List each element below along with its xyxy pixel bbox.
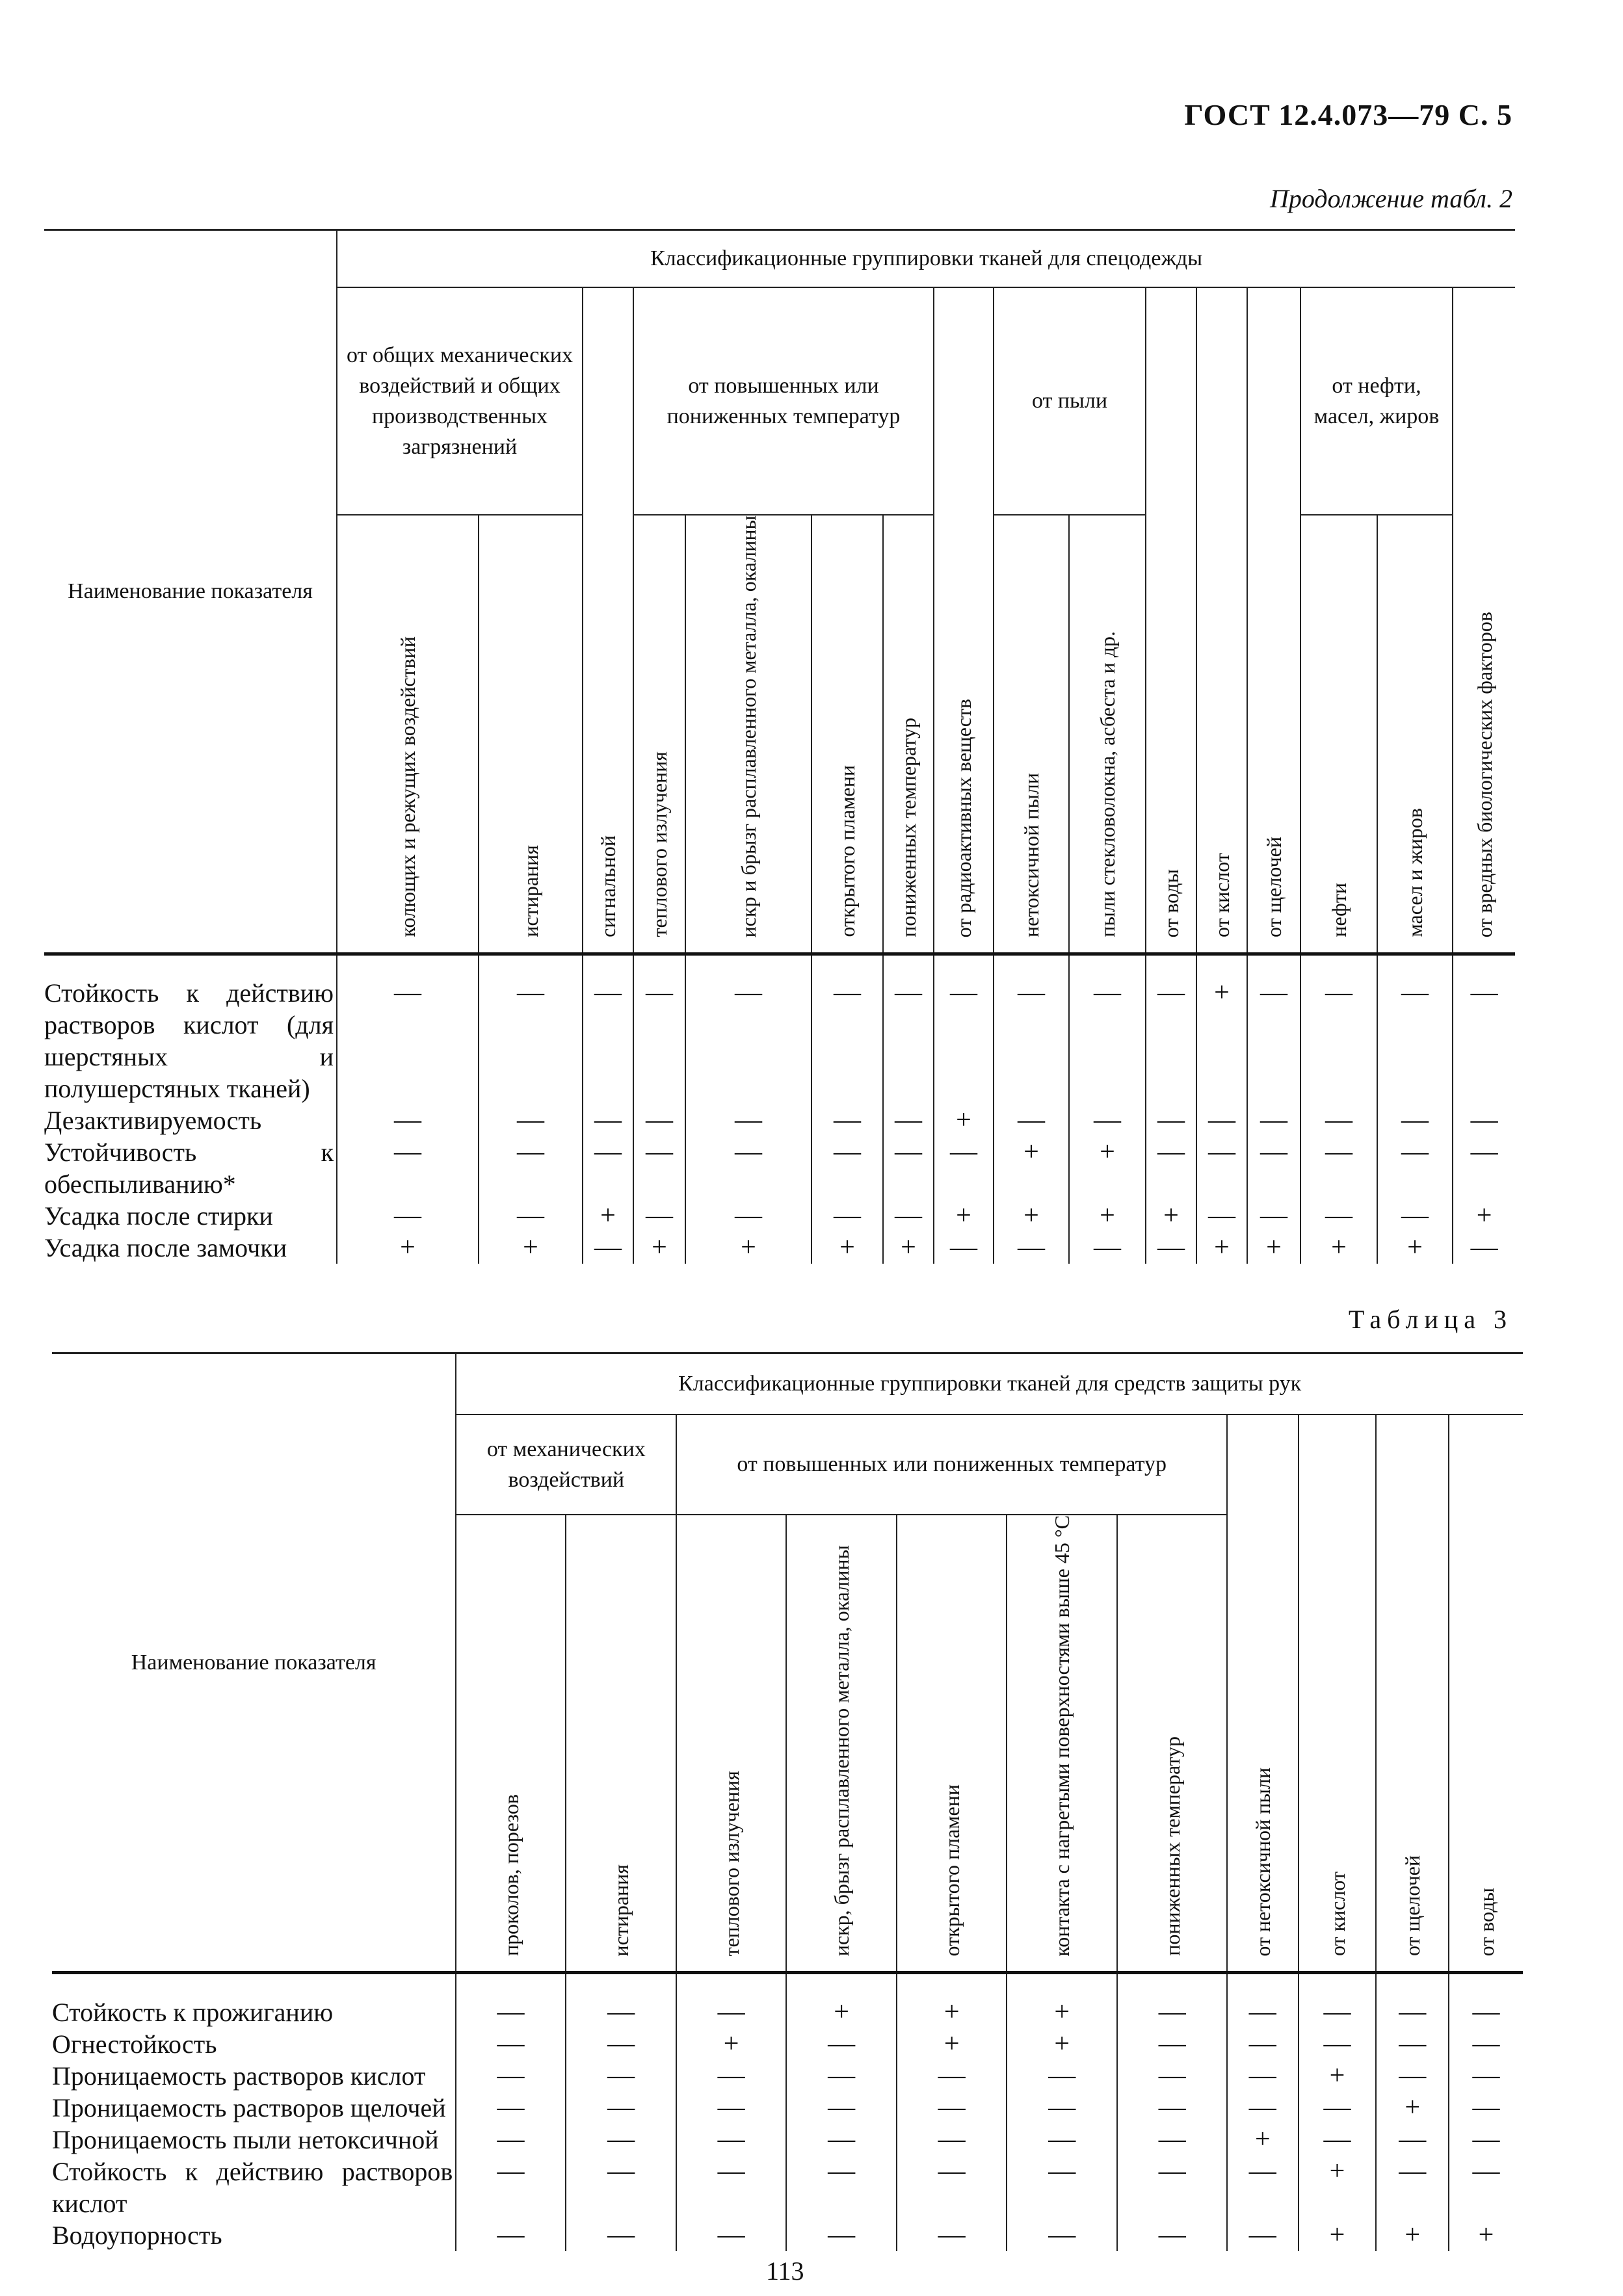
col-piercing: колющих и режущих воздействий (337, 515, 479, 954)
value-cell: — (337, 977, 479, 1104)
value-cell: + (1376, 2219, 1449, 2251)
value-cell: — (1377, 1136, 1453, 1200)
value-cell: — (897, 2092, 1007, 2124)
table-2 (44, 229, 1515, 1264)
value-cell: — (1300, 1104, 1377, 1136)
indicator-name: Устойчивость к обеспыливанию* (44, 1138, 334, 1199)
indicator-name: Проницаемость растворов кислот (52, 2061, 426, 2091)
value-cell: — (1377, 1104, 1453, 1136)
value-cell: — (1196, 1136, 1247, 1200)
indicator-name: Усадка после замочки (44, 1233, 287, 1263)
value-cell: — (456, 2092, 566, 2124)
value-cell: — (456, 2060, 566, 2092)
value-cell: + (1146, 1200, 1196, 1232)
value-cell: — (456, 2156, 566, 2219)
value-cell: — (1299, 2028, 1377, 2060)
value-cell: — (1300, 1200, 1377, 1232)
group-mechanical: от механических воздействий (456, 1415, 676, 1515)
document-header: ГОСТ 12.4.073—79 С. 5 (1184, 98, 1512, 131)
col-heat-radiation: теплового излучения (676, 1515, 786, 1973)
group-oil: от нефти, масел, жиров (1300, 287, 1453, 515)
col-open-flame: открытого пламени (897, 1515, 1007, 1973)
col-grease: масел и жиров (1377, 515, 1453, 954)
col-nontoxic-dust: от нетоксичной пыли (1227, 1415, 1299, 1973)
col-acids: от кислот (1299, 1415, 1377, 1973)
value-cell: + (1449, 2219, 1523, 2251)
value-cell: + (897, 1996, 1007, 2028)
value-cell: + (1007, 2028, 1118, 2060)
value-cell: — (1227, 2219, 1299, 2251)
value-cell: — (566, 2219, 677, 2251)
value-cell: — (786, 2092, 897, 2124)
col-low-temperature: пониженных температур (1117, 1515, 1227, 1973)
value-cell: — (566, 2060, 677, 2092)
value-cell: — (456, 1996, 566, 2028)
value-cell: — (1146, 977, 1196, 1104)
value-cell: + (812, 1232, 883, 1264)
row-header-cell (44, 230, 337, 954)
value-cell: — (1376, 2124, 1449, 2156)
value-cell: + (685, 1232, 812, 1264)
value-cell: + (934, 1104, 994, 1136)
value-cell: — (676, 2060, 786, 2092)
table-row (52, 1996, 1523, 2028)
row-header: Наименование показателя (68, 579, 313, 604)
value-cell: — (994, 1232, 1069, 1264)
value-cell: + (897, 2028, 1007, 2060)
value-cell: — (1449, 1996, 1523, 2028)
value-cell: — (1227, 2028, 1299, 2060)
value-cell: — (566, 2124, 677, 2156)
value-cell: — (676, 2156, 786, 2219)
value-cell: — (479, 1104, 583, 1136)
col-radioactive: от радиоактивных веществ (934, 287, 994, 954)
value-cell: — (883, 1136, 934, 1200)
col-nontoxic-dust: нетоксичной пыли (994, 515, 1069, 954)
page-number: 113 (766, 2256, 804, 2286)
value-cell: + (1069, 1200, 1146, 1232)
col-alkalis: от щелочей (1376, 1415, 1449, 1973)
value-cell: + (479, 1232, 583, 1264)
table-row (44, 1136, 1515, 1200)
value-cell: — (1007, 2156, 1118, 2219)
value-cell: — (1453, 1104, 1515, 1136)
value-cell: — (566, 2028, 677, 2060)
value-cell: — (633, 1136, 685, 1200)
row-header-cell (52, 1353, 456, 1973)
value-cell: — (1117, 2092, 1227, 2124)
value-cell: — (583, 1232, 633, 1264)
indicator-name: Проницаемость растворов щелочей (52, 2093, 446, 2122)
col-sparks: искр и брызг расплавленного металла, окалины (685, 515, 812, 954)
value-cell: — (897, 2060, 1007, 2092)
value-cell: — (676, 2124, 786, 2156)
value-cell: — (566, 1996, 677, 2028)
value-cell: — (994, 1104, 1069, 1136)
value-cell: — (633, 1104, 685, 1136)
value-cell: — (812, 977, 883, 1104)
value-cell: — (1453, 1136, 1515, 1200)
value-cell: — (994, 977, 1069, 1104)
value-cell: — (897, 2124, 1007, 2156)
value-cell: — (337, 1200, 479, 1232)
col-acids: от кислот (1196, 287, 1247, 954)
value-cell: — (1007, 2092, 1118, 2124)
value-cell: + (337, 1232, 479, 1264)
value-cell: — (1300, 1136, 1377, 1200)
value-cell: — (1146, 1136, 1196, 1200)
value-cell: — (812, 1104, 883, 1136)
value-cell: — (1453, 1232, 1515, 1264)
value-cell: + (994, 1200, 1069, 1232)
table-row (52, 2028, 1523, 2060)
value-cell: — (479, 1200, 583, 1232)
group-mechanical: от общих механических воздействий и общих производственных загрязнений (337, 287, 583, 515)
value-cell: — (1146, 1104, 1196, 1136)
super-header: Классификационные группировки тканей для спецодежды (337, 230, 1515, 287)
table-row (52, 2219, 1523, 2251)
value-cell: — (1247, 1200, 1300, 1232)
value-cell: — (1117, 2156, 1227, 2219)
value-cell: — (1227, 2060, 1299, 2092)
value-cell: — (883, 977, 934, 1104)
col-open-flame: открытого пламени (812, 515, 883, 954)
value-cell: — (1449, 2156, 1523, 2219)
value-cell: + (633, 1232, 685, 1264)
value-cell: — (1117, 2028, 1227, 2060)
value-cell: — (479, 977, 583, 1104)
table-row (52, 2124, 1523, 2156)
group-temperature: от повышенных или пониженных температур (633, 287, 934, 515)
value-cell: — (583, 977, 633, 1104)
value-cell: + (786, 1996, 897, 2028)
value-cell: + (1376, 2092, 1449, 2124)
value-cell: — (1007, 2124, 1118, 2156)
table-3 (52, 1352, 1523, 2251)
value-cell: — (1377, 977, 1453, 1104)
row-header: Наименование показателя (131, 1650, 376, 1675)
value-cell: — (934, 977, 994, 1104)
value-cell: — (1300, 977, 1377, 1104)
value-cell: + (1299, 2219, 1377, 2251)
col-punctures: проколов, порезов (456, 1515, 566, 1973)
value-cell: — (676, 2092, 786, 2124)
value-cell: — (1227, 2092, 1299, 2124)
col-sparks: искр, брызг расплавленного металла, окалины (786, 1515, 897, 1973)
value-cell: — (456, 2124, 566, 2156)
value-cell: — (685, 1200, 812, 1232)
value-cell: — (566, 2092, 677, 2124)
value-cell: + (583, 1200, 633, 1232)
value-cell: — (1007, 2060, 1118, 2092)
value-cell: + (1377, 1232, 1453, 1264)
group-dust: от пыли (994, 287, 1146, 515)
value-cell: — (934, 1232, 994, 1264)
col-abrasion: истирания (479, 515, 583, 954)
col-water: от воды (1146, 287, 1196, 954)
value-cell: — (786, 2156, 897, 2219)
value-cell: — (1117, 2060, 1227, 2092)
indicator-name: Стойкость к действию растворов кислот (для шерстяных и полушерстяных тканей) (44, 978, 334, 1104)
value-cell: — (685, 1104, 812, 1136)
value-cell: — (786, 2028, 897, 2060)
value-cell: — (1299, 1996, 1377, 2028)
value-cell: — (1453, 977, 1515, 1104)
value-cell: — (583, 1104, 633, 1136)
value-cell: — (1196, 1200, 1247, 1232)
value-cell: + (1196, 1232, 1247, 1264)
value-cell: — (583, 1136, 633, 1200)
value-cell: + (883, 1232, 934, 1264)
value-cell: — (812, 1200, 883, 1232)
value-cell: — (566, 2156, 677, 2219)
value-cell: + (1300, 1232, 1377, 1264)
value-cell: — (1449, 2028, 1523, 2060)
value-cell: — (337, 1104, 479, 1136)
table-row (44, 1232, 1515, 1264)
value-cell: + (934, 1200, 994, 1232)
value-cell: — (685, 977, 812, 1104)
value-cell: + (1299, 2060, 1377, 2092)
col-water: от воды (1449, 1415, 1523, 1973)
indicator-name: Усадка после стирки (44, 1201, 273, 1231)
value-cell: — (1376, 2060, 1449, 2092)
value-cell: + (1069, 1136, 1146, 1200)
table-row (44, 1104, 1515, 1136)
value-cell: — (1449, 2060, 1523, 2092)
col-biological: от вредных биологических факторов (1453, 287, 1515, 954)
value-cell: + (1227, 2124, 1299, 2156)
value-cell: — (897, 2156, 1007, 2219)
value-cell: — (1376, 2156, 1449, 2219)
value-cell: — (883, 1200, 934, 1232)
group-temperature: от повышенных или пониженных температур (676, 1415, 1227, 1515)
value-cell: — (676, 1996, 786, 2028)
col-alkalis: от щелочей (1247, 287, 1300, 954)
indicator-name: Проницаемость пыли нетоксичной (52, 2124, 439, 2154)
value-cell: — (1247, 1104, 1300, 1136)
value-cell: — (1117, 1996, 1227, 2028)
table-3-label: Таблица 3 (1348, 1305, 1512, 1334)
value-cell: — (1069, 1104, 1146, 1136)
value-cell: — (883, 1104, 934, 1136)
value-cell: — (1069, 1232, 1146, 1264)
value-cell: + (676, 2028, 786, 2060)
value-cell: — (1247, 1136, 1300, 1200)
value-cell: — (1376, 2028, 1449, 2060)
value-cell: — (337, 1136, 479, 1200)
value-cell: — (1117, 2124, 1227, 2156)
value-cell: — (934, 1136, 994, 1200)
value-cell: + (1453, 1200, 1515, 1232)
super-header: Классификационные группировки тканей для средств защиты рук (456, 1353, 1523, 1415)
value-cell: — (1377, 1200, 1453, 1232)
value-cell: — (786, 2219, 897, 2251)
value-cell: — (1069, 977, 1146, 1104)
value-cell: — (1376, 1996, 1449, 2028)
value-cell: — (1146, 1232, 1196, 1264)
col-hot-surfaces: контакта с нагретыми поверхностями выше 45 °С (1007, 1515, 1118, 1973)
table-row (44, 1200, 1515, 1232)
col-oil: нефти (1300, 515, 1377, 954)
value-cell: + (1299, 2156, 1377, 2219)
value-cell: — (1299, 2092, 1377, 2124)
value-cell: — (1227, 1996, 1299, 2028)
value-cell: + (1247, 1232, 1300, 1264)
value-cell: — (1247, 977, 1300, 1104)
value-cell: — (1299, 2124, 1377, 2156)
value-cell: — (456, 2219, 566, 2251)
value-cell: — (1449, 2124, 1523, 2156)
value-cell: — (1117, 2219, 1227, 2251)
table-row (44, 977, 1515, 1104)
indicator-name: Дезактивируемость (44, 1106, 262, 1136)
value-cell: + (1007, 1996, 1118, 2028)
value-cell: — (1449, 2092, 1523, 2124)
value-cell: — (633, 977, 685, 1104)
value-cell: — (786, 2060, 897, 2092)
value-cell: — (633, 1200, 685, 1232)
col-signal: сигнальной (583, 287, 633, 954)
col-low-temperature: пониженных температур (883, 515, 934, 954)
value-cell: — (897, 2219, 1007, 2251)
value-cell: — (685, 1136, 812, 1200)
col-fiberglass-dust: пыли стекловолокна, асбеста и др. (1069, 515, 1146, 954)
table-row (52, 2092, 1523, 2124)
table-row (52, 2060, 1523, 2092)
col-heat-radiation: теплового излучения (633, 515, 685, 954)
indicator-name: Огнестойкость (52, 2029, 217, 2059)
value-cell: — (1196, 1104, 1247, 1136)
value-cell: — (456, 2028, 566, 2060)
value-cell: + (1196, 977, 1247, 1104)
value-cell: — (676, 2219, 786, 2251)
value-cell: — (812, 1136, 883, 1200)
indicator-name: Стойкость к действию растворов кислот (52, 2156, 453, 2218)
value-cell: — (479, 1136, 583, 1200)
indicator-name: Стойкость к прожиганию (52, 1997, 334, 2027)
table-continuation-label: Продолжение табл. 2 (1269, 184, 1512, 213)
value-cell: — (786, 2124, 897, 2156)
col-abrasion: истирания (566, 1515, 677, 1973)
indicator-name: Водоупорность (52, 2220, 222, 2250)
value-cell: — (1227, 2156, 1299, 2219)
value-cell: + (994, 1136, 1069, 1200)
value-cell: — (1007, 2219, 1118, 2251)
table-row (52, 2156, 1523, 2219)
